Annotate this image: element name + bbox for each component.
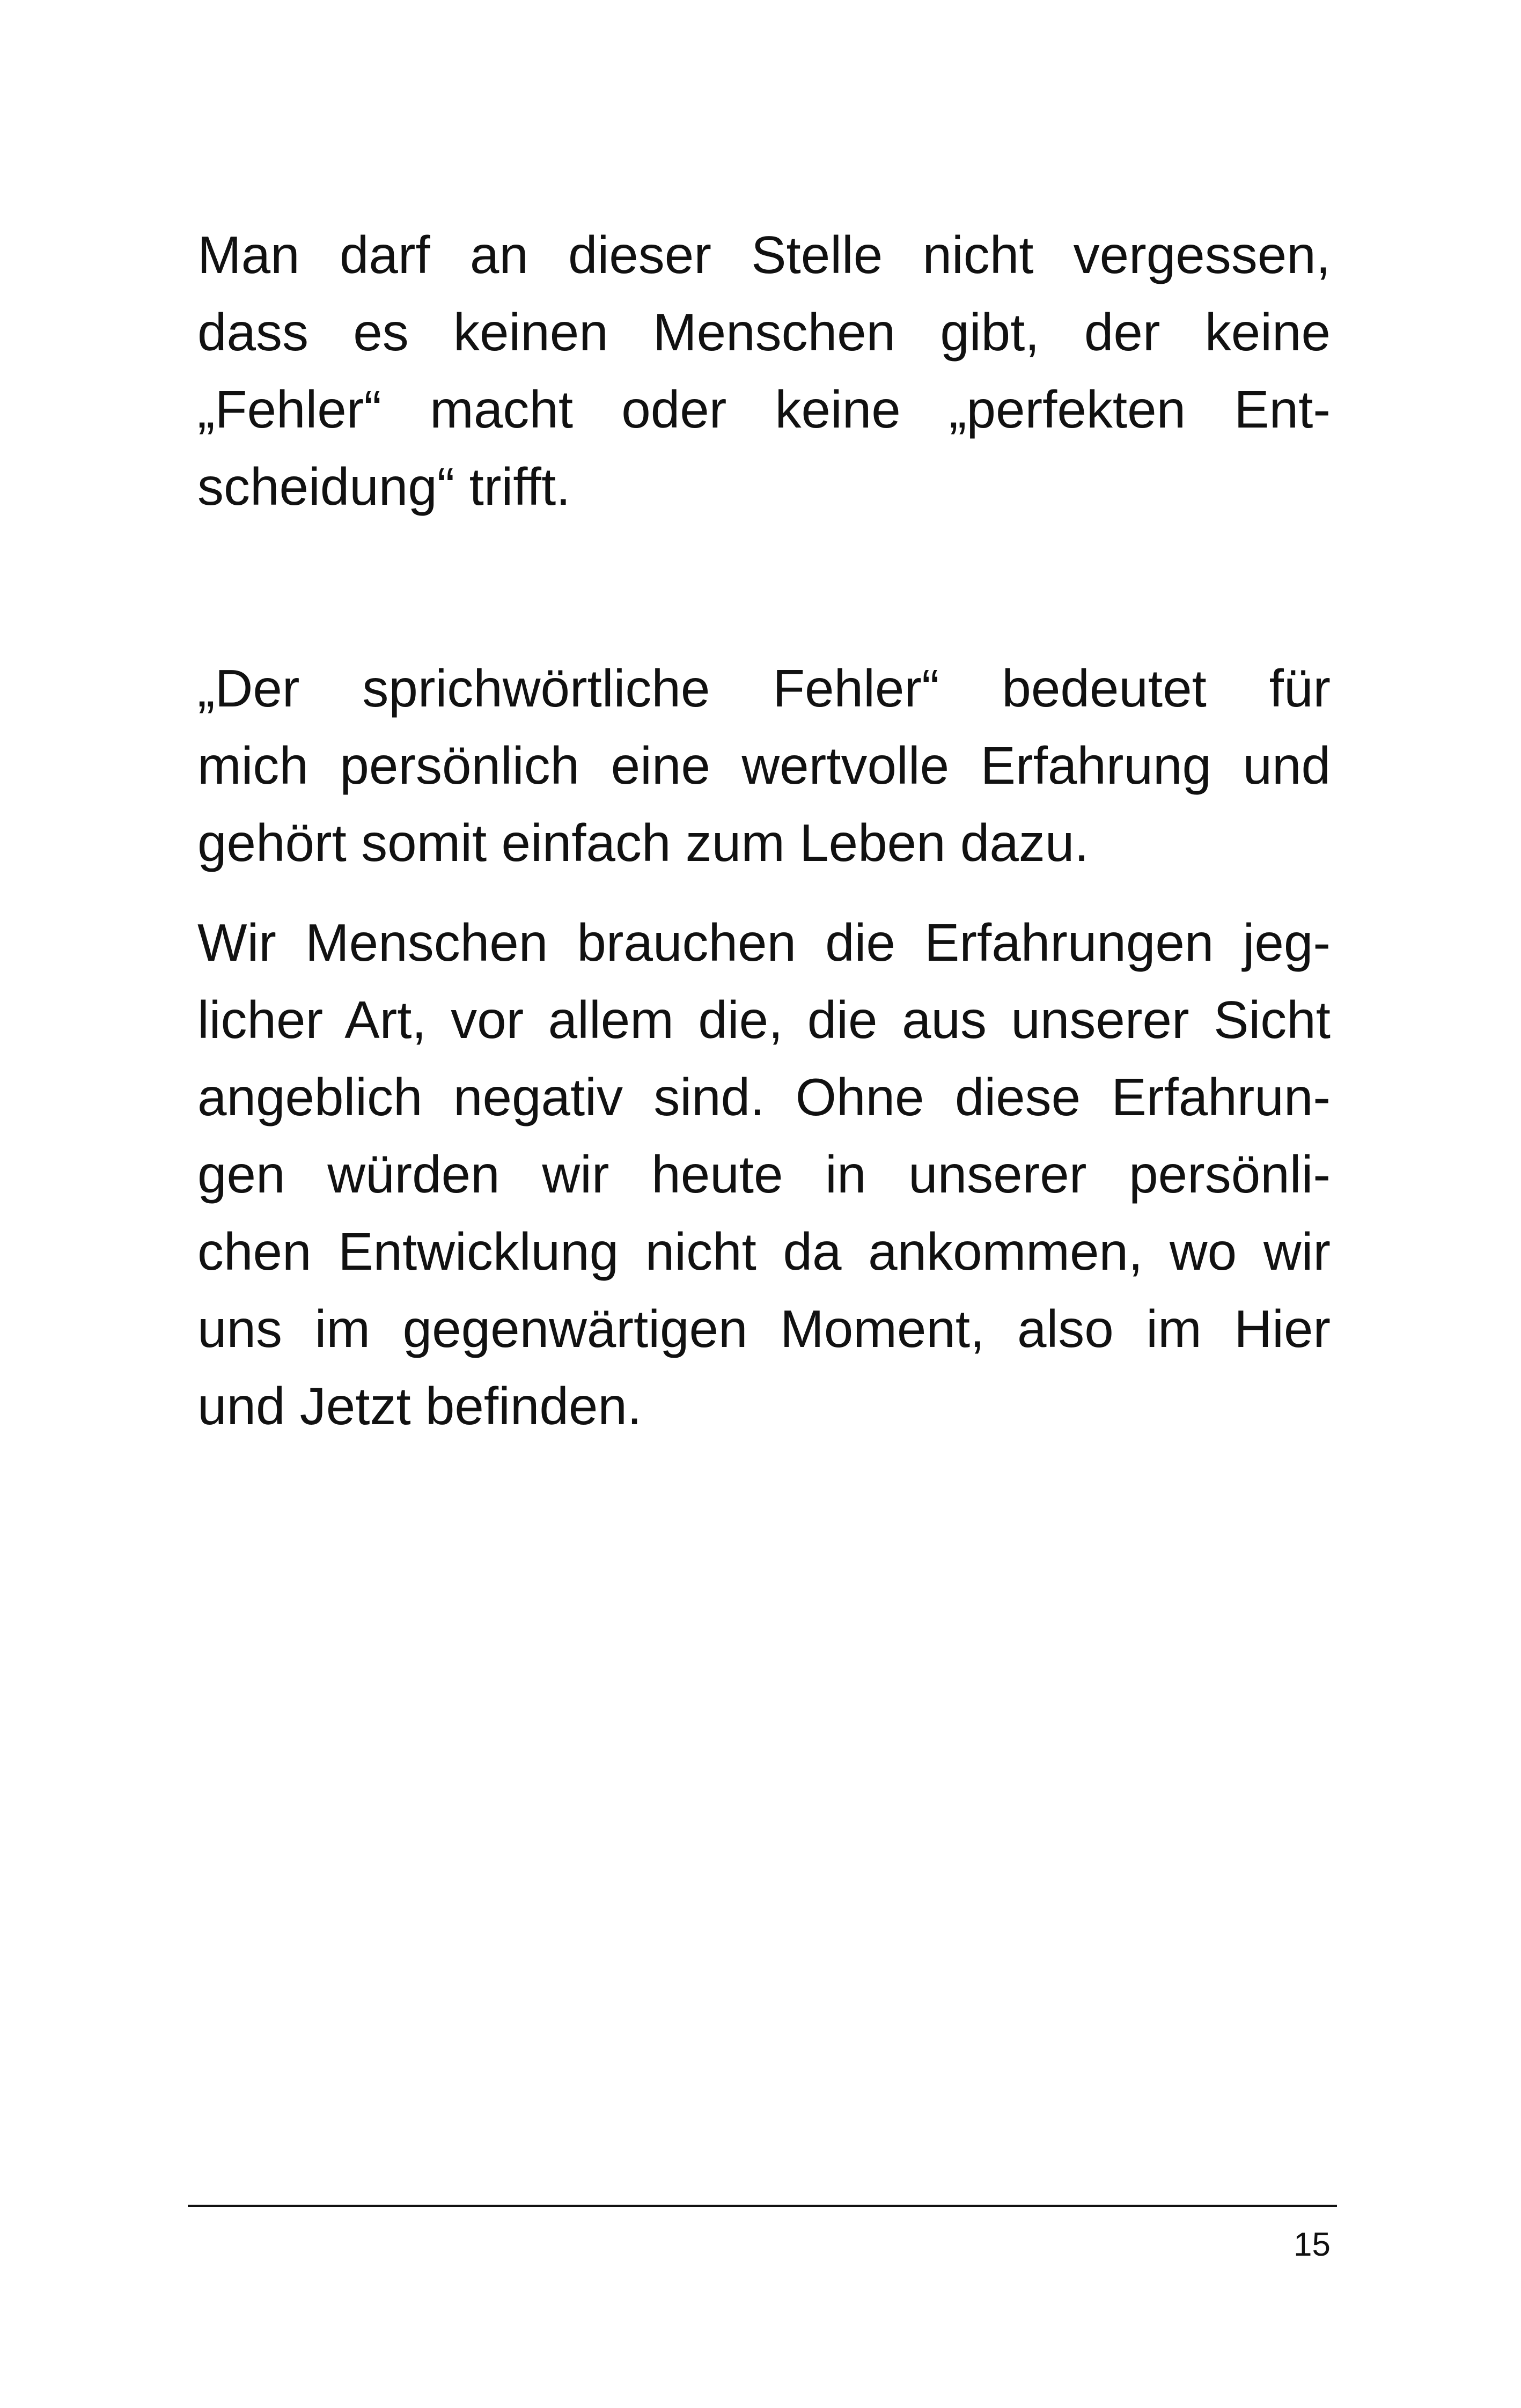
paragraph-3-line-2: licher Art, vor allem die, die aus unserer Sicht (197, 990, 1331, 1049)
footer-rule (188, 2205, 1337, 2207)
paragraph-1-line-4: scheidung“ trifft. (197, 457, 571, 516)
paragraph-3-line-7: und Jetzt befinden. (197, 1376, 642, 1435)
paragraph-1-line-1: Man darf an dieser Stelle nicht vergessen, (197, 225, 1331, 284)
paragraph-3-line-5: chen Entwicklung nicht da ankommen, wo wir (197, 1222, 1331, 1281)
paragraph-1-line-3: „Fehler“ macht oder keine „perfekten Ent- (197, 380, 1331, 439)
paragraph-1-line-2: dass es keinen Menschen gibt, der keine (197, 303, 1331, 362)
paragraph-2-line-2: mich persönlich eine wertvolle Erfahrung und (197, 736, 1331, 795)
paragraph-2-line-1: „Der sprichwörtliche Fehler“ bedeutet für (197, 659, 1331, 718)
paragraph-3-line-4: gen würden wir heute in unserer persönli- (197, 1145, 1331, 1204)
paragraph-3-line-1: Wir Menschen brauchen die Erfahrungen jeg- (197, 913, 1331, 972)
paragraph-3-line-3: angeblich negativ sind. Ohne diese Erfahrun- (197, 1067, 1331, 1126)
page-number: 15 (1294, 2226, 1331, 2263)
paragraph-3-line-6: uns im gegenwärtigen Moment, also im Hier (197, 1299, 1331, 1358)
paragraph-2-line-3: gehört somit einfach zum Leben dazu. (197, 813, 1089, 872)
